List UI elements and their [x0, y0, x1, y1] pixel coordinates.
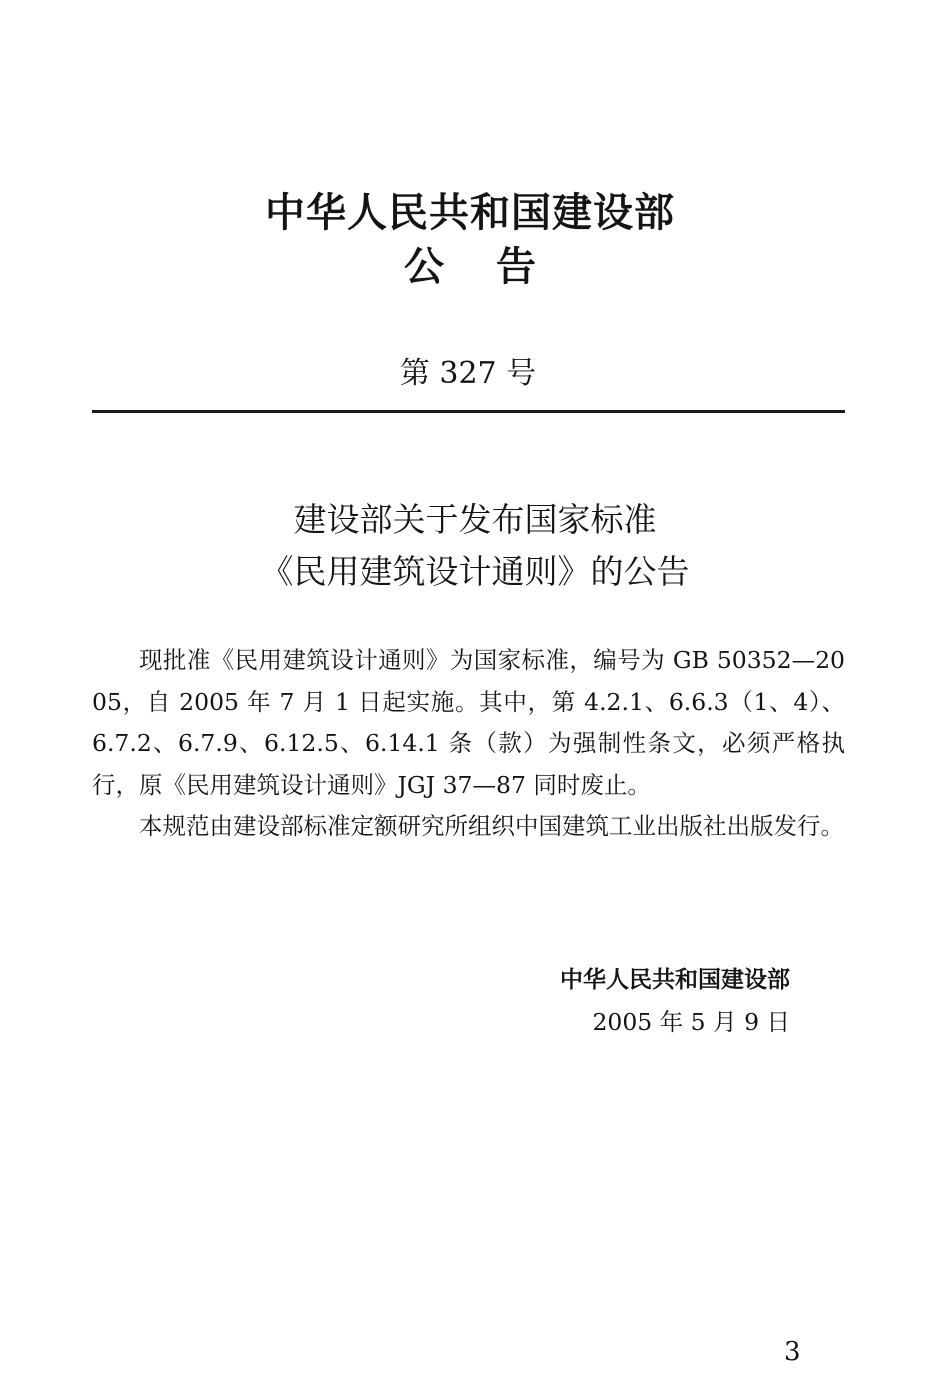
subject-line-2: 《民用建筑设计通则》的公告 [260, 552, 690, 591]
body-paragraph-1: 现批准《民用建筑设计通则》为国家标准，编号为 GB 50352—2005，自 2005 年 7 月 1 日起实施。其中，第 4.2.1、6.6.3（1、4）、6.7.2、6.7.9、6.12.5、6.14.1 条（款）为强制性条文，必须严格执行，原《民用建筑设计通则》JGJ 37—87 同时废止。 [92, 646, 845, 799]
announcement-subject [0, 494, 950, 598]
document-type-title: 公告 [404, 244, 588, 290]
body-paragraph-2: 本规范由建设部标准定额研究所组织中国建筑工业出版社出版发行。 [139, 812, 844, 840]
page-number: 3 [784, 1337, 801, 1367]
document-number: 第 327 号 [399, 356, 537, 391]
subject-line-1: 建设部关于发布国家标准 [293, 500, 657, 539]
signature-date: 2005 年 5 月 9 日 [592, 1008, 790, 1036]
announcement-body [92, 640, 845, 848]
issuer-title: 中华人民共和国建设部 [265, 190, 675, 236]
header-divider [92, 410, 845, 413]
signature-organization: 中华人民共和国建设部 [560, 967, 790, 993]
